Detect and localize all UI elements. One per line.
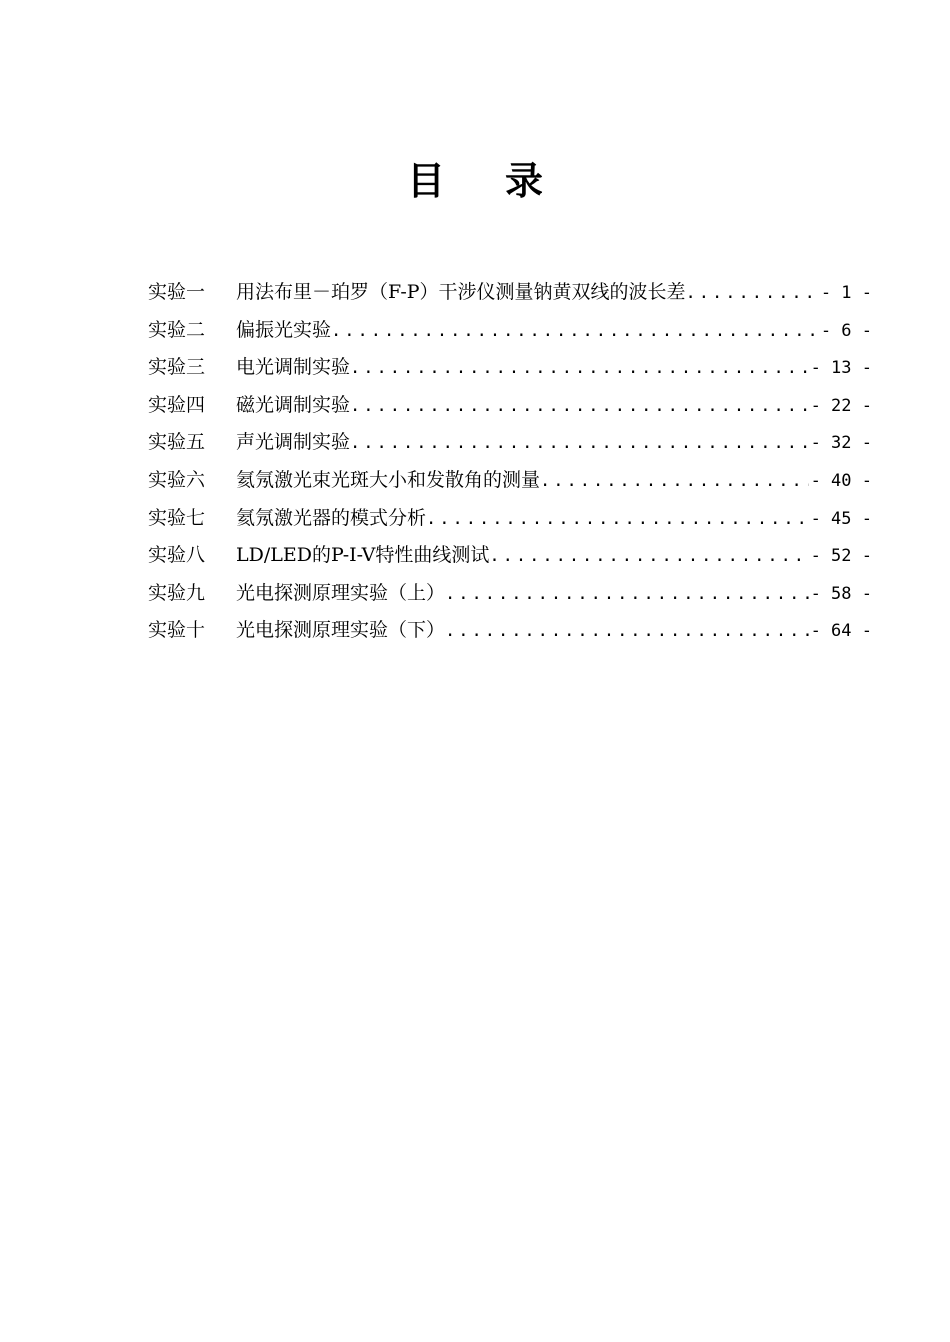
toc-entry-title: 电光调制实验 [236, 356, 351, 379]
toc-entry-number: 实验五 [148, 431, 206, 454]
toc-entry-title: 光电探测原理实验（下） [236, 619, 446, 642]
toc-dot-leader [445, 613, 809, 651]
toc-entry-number: 实验三 [148, 356, 206, 379]
toc-entry-page: - 13 - [810, 358, 872, 379]
toc-dot-leader [686, 275, 819, 313]
toc-entry-number: 实验十 [148, 619, 206, 642]
toc-entry-5[interactable] [148, 424, 872, 462]
toc-entry-9[interactable] [148, 575, 872, 613]
toc-dot-leader [540, 463, 809, 501]
page-title-char-2: 录 [505, 159, 544, 203]
toc-entry-number: 实验九 [148, 581, 206, 604]
toc-entry-6[interactable] [148, 462, 872, 500]
toc-entry-number: 实验一 [148, 281, 206, 303]
toc-dot-leader [350, 350, 809, 388]
toc-entry-page: - 45 - [810, 508, 872, 529]
toc-entry-8[interactable] [148, 537, 872, 575]
toc-entry-title: 磁光调制实验 [236, 393, 351, 416]
toc-dot-leader [489, 538, 808, 576]
toc-entry-page: - 58 - [810, 583, 872, 604]
toc-entry-number: 实验七 [148, 506, 206, 529]
table-of-contents [148, 274, 872, 650]
toc-entry-page: - 52 - [810, 546, 872, 567]
toc-entry-page: - 32 - [810, 433, 872, 454]
toc-entry-3[interactable] [148, 349, 872, 387]
toc-entry-page: - 1 - [820, 283, 872, 303]
toc-entry-title: 光电探测原理实验（上） [236, 581, 446, 604]
toc-entry-number: 实验二 [148, 318, 206, 341]
toc-dot-leader [426, 501, 809, 539]
toc-entry-7[interactable] [148, 500, 872, 538]
toc-entry-number: 实验四 [148, 393, 206, 416]
toc-entry-number: 实验八 [148, 544, 206, 567]
toc-entry-title: 声光调制实验 [236, 431, 351, 454]
toc-entry-title: 氦氖激光器的模式分析 [236, 506, 427, 529]
toc-entry-number: 实验六 [148, 468, 206, 491]
toc-entry-title: 氦氖激光束光斑大小和发散角的测量 [236, 468, 541, 491]
page-title [0, 159, 950, 203]
toc-entry-4[interactable] [148, 387, 872, 425]
toc-entry-page: - 64 - [810, 621, 872, 642]
toc-entry-10[interactable] [148, 612, 872, 650]
page-title-char-1: 目 [406, 159, 445, 203]
toc-dot-leader [350, 388, 809, 426]
toc-entry-title: 偏振光实验 [236, 318, 332, 341]
toc-entry-2[interactable] [148, 312, 872, 350]
toc-entry-1[interactable] [148, 274, 872, 312]
toc-dot-leader [350, 425, 809, 463]
toc-dot-leader [445, 576, 809, 614]
toc-dot-leader [331, 313, 819, 351]
toc-entry-title: 用法布里－珀罗（F-P）干涉仪测量钠黄双线的波长差 [236, 281, 686, 303]
toc-entry-page: - 40 - [810, 470, 872, 491]
toc-entry-page: - 22 - [810, 395, 872, 416]
toc-entry-title: LD/LED的P-I-V特性曲线测试 [236, 544, 490, 567]
toc-entry-page: - 6 - [820, 320, 872, 341]
